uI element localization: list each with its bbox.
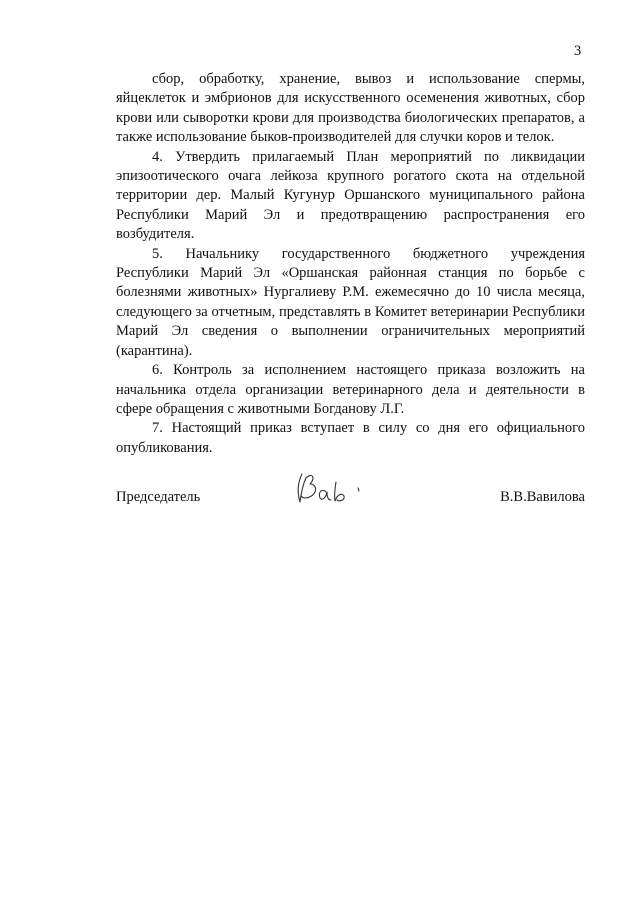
paragraph-continuation: сбор, обработку, хранение, вывоз и использование спермы, яйцеклеток и эмбрионов для искусственного осеменения животных, сбор крови или сыворотки крови для производства биологических препаратов, а также использование быков-производителей для случки коров и телок. bbox=[116, 71, 585, 146]
paragraph-item-4: 4. Утвердить прилагаемый План мероприятий по ликвидации эпизоотического очага лейкоза крупного рогатого скота на отдельной территории дер. Малый Кугунур Оршанского муниципального района Республики Марий Эл и предотвращению распространения его возбудителя. bbox=[116, 148, 585, 243]
document-body bbox=[116, 70, 585, 458]
signature-block bbox=[116, 468, 585, 518]
signer-name: В.В.Вавилова bbox=[500, 489, 585, 505]
signer-position: Председатель bbox=[116, 489, 201, 505]
paragraph-item-6: 6. Контроль за исполнением настоящего приказа возложить на начальника отдела организации ветеринарного дела и деятельности в сфере обращения с животными Богданову Л.Г. bbox=[116, 362, 585, 417]
paragraph-item-7: 7. Настоящий приказ вступает в силу со дня его официального опубликования. bbox=[116, 420, 585, 456]
page-number: 3 bbox=[574, 43, 582, 59]
handwritten-signature bbox=[292, 468, 372, 508]
paragraph-item-5: 5. Начальнику государственного бюджетного учреждения Республики Марий Эл «Оршанская районная станция по борьбе с болезнями животных» Нургалиеву Р.М. ежемесячно до 10 числа месяца, следующего за отчетным, представлять в Комитет ветеринарии Республики Марий Эл сведения о выполнении ограничительных мероприятий (карантина). bbox=[116, 245, 585, 359]
